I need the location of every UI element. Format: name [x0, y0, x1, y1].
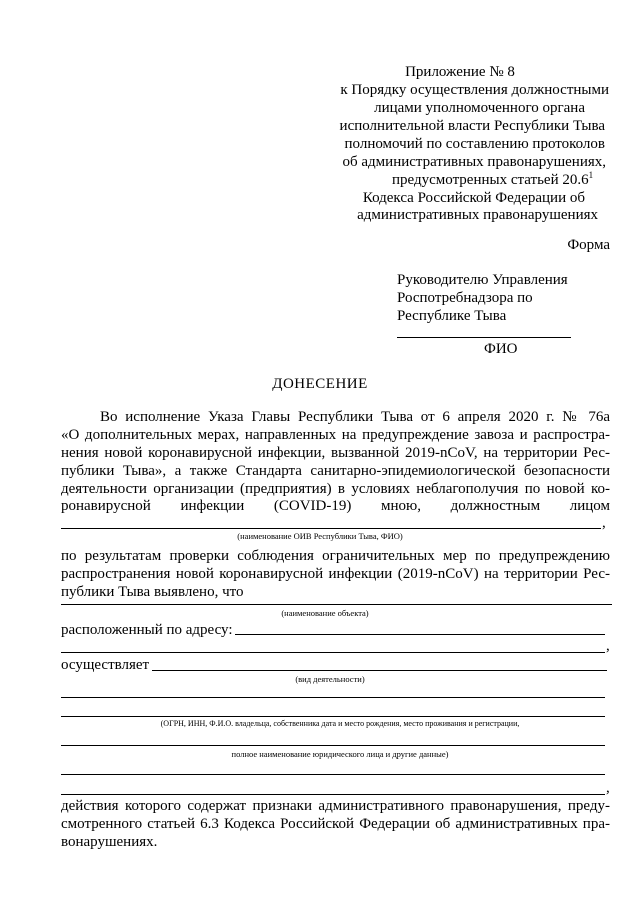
document-title: ДОНЕСЕНИЕ: [272, 376, 368, 392]
appendix-line-1: к Порядку осуществления должностными: [340, 82, 609, 98]
caption-fullname: полное наименование юридического лица и другие данные): [231, 749, 449, 759]
owner-comma: ,: [606, 780, 610, 796]
owner-input-line-3[interactable]: [61, 745, 605, 746]
activity-input-line[interactable]: [152, 670, 607, 671]
appendix-line-3: исполнительной власти Республики Тыва: [339, 118, 605, 134]
intro-line-1: Во исполнение Указа Главы Республики Тыва от 6 апреля 2020 г. № 76а: [100, 409, 610, 425]
conclusion-line-2: смотренного статьей 6.3 Кодекса Российской Федерации об административных пра-: [61, 816, 610, 832]
check-line-2: распространения новой коронавирусной инфекции (2019-nCoV) на территории Рес-: [61, 566, 610, 582]
check-line-1: по результатам проверки соблюдения ограничительных мер по предупреждению: [61, 548, 610, 564]
intro-line-5: деятельности организации (предприятия) в условиях неблагополучия по новой ко-: [61, 481, 610, 497]
owner-input-line-1[interactable]: [61, 697, 605, 698]
intro-line-3: нения новой коронавирусной инфекции, вызванной 2019-nCoV, на территории Рес-: [61, 445, 610, 461]
appendix-line-2: лицами уполномоченного органа: [374, 100, 585, 116]
appendix-line-5: об административных правонарушениях,: [342, 154, 606, 170]
caption-oiv: (наименование ОИВ Республики Тыва, ФИО): [237, 531, 403, 541]
oiv-name-input-line[interactable]: [61, 528, 601, 529]
appendix-line-4: полномочий по составлению протоколов: [344, 136, 605, 152]
address-input-line[interactable]: [235, 634, 605, 635]
check-line-3: публики Тыва выявлено, что: [61, 584, 244, 600]
addressee-line-1: Руководителю Управления: [397, 272, 568, 288]
oiv-comma: ,: [602, 515, 606, 531]
appendix-line-7: Кодекса Российской Федерации об: [362, 190, 585, 206]
caption-activity: (вид деятельности): [295, 674, 365, 684]
fio-label: ФИО: [484, 341, 518, 357]
caption-object: (наименование объекта): [281, 608, 369, 618]
address-label: расположенный по адресу:: [61, 622, 233, 638]
intro-line-6: ронавирусной инфекции (COVID-19) мною, должностным лицом: [61, 498, 610, 514]
appendix-title: Приложение № 8: [405, 64, 515, 80]
owner-input-line-2[interactable]: [61, 716, 605, 717]
addressee-line-2: Роспотребнадзора по: [397, 290, 533, 306]
appendix-article: предусмотренных статьей 20.6: [392, 172, 589, 188]
owner-input-line-4[interactable]: [61, 774, 605, 775]
performs-label: осуществляет: [61, 657, 150, 673]
article-superscript: 1: [588, 170, 594, 180]
conclusion-line-3: вонарушениях.: [61, 834, 158, 850]
form-label: Форма: [567, 237, 610, 253]
object-name-input-line[interactable]: [61, 604, 612, 605]
intro-line-2: «О дополнительных мерах, направленных на предупреждение завоза и распростра-: [61, 427, 610, 443]
owner-input-line-5[interactable]: [61, 794, 605, 795]
caption-ogrn: (ОГРН, ИНН, Ф.И.О. владельца, собственника дата и место рождения, место проживания и регистрации,: [160, 719, 520, 728]
address-input-line-2[interactable]: [61, 652, 605, 653]
appendix-line-6: [392, 171, 593, 189]
address-comma: ,: [606, 638, 610, 654]
fio-signature-line[interactable]: [397, 337, 571, 338]
conclusion-line-1: действия которого содержат признаки административного правонарушения, преду-: [61, 798, 610, 814]
intro-line-4: публики Тыва», а также Стандарта санитарно-эпидемиологической безопасности: [61, 463, 610, 479]
addressee-line-3: Республике Тыва: [397, 308, 507, 324]
appendix-line-8: административных правонарушениях: [357, 207, 598, 223]
